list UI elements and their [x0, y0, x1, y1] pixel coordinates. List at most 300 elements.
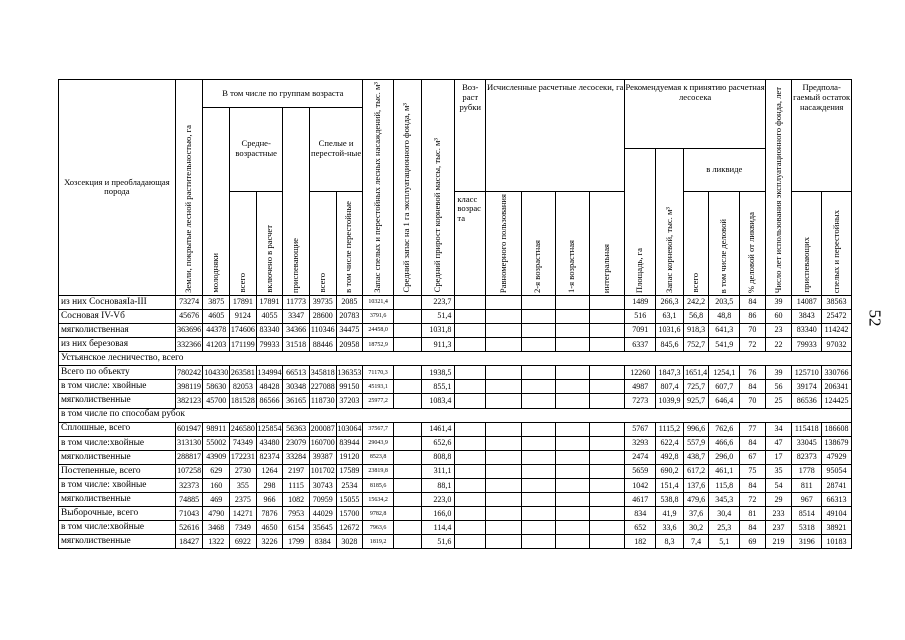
table-cell	[455, 493, 486, 507]
table-row	[59, 394, 852, 408]
table-cell: 780242	[175, 366, 203, 380]
header-young: молодняки	[203, 108, 230, 296]
table-cell: 38921	[822, 521, 852, 535]
table-cell	[393, 493, 421, 507]
table-cell: 492,8	[656, 450, 684, 464]
header-age-groups: В том числе по группам возраста	[203, 80, 363, 108]
table-cell	[555, 323, 589, 337]
table-cell: 3843	[792, 309, 822, 323]
table-cell: 242,2	[683, 295, 709, 309]
header-mature: Спелые и перестой-ные	[309, 108, 362, 192]
table-cell: 296,0	[709, 450, 740, 464]
table-row	[59, 507, 852, 521]
table-cell: 1938,5	[421, 366, 455, 380]
row-label: в том числе:хвойные	[59, 436, 176, 450]
table-cell: 38563	[822, 295, 852, 309]
table-cell: 115418	[792, 422, 822, 436]
table-cell	[589, 380, 625, 394]
table-cell: 66513	[283, 366, 310, 380]
table-cell: 88,1	[421, 478, 455, 492]
table-cell: 1778	[792, 464, 822, 478]
table-cell: 35	[765, 464, 792, 478]
table-cell	[486, 309, 522, 323]
table-cell: 7,4	[683, 535, 709, 549]
table-cell: 82374	[256, 450, 283, 464]
table-row	[59, 295, 852, 309]
table-cell: 51,4	[421, 309, 455, 323]
table-cell: 834	[625, 507, 656, 521]
table-cell: 30,4	[709, 507, 740, 521]
table-cell: 74349	[230, 436, 257, 450]
table-cell: 99150	[336, 380, 363, 394]
table-cell: 83944	[336, 436, 363, 450]
table-cell: 330766	[822, 366, 852, 380]
header-second-age: 2-я возрастная	[521, 191, 555, 295]
table-cell: 8384	[309, 535, 336, 549]
table-cell: 479,6	[683, 493, 709, 507]
table-cell	[393, 478, 421, 492]
table-cell: 811	[792, 478, 822, 492]
table-cell: 925,7	[683, 394, 709, 408]
table-cell: 14271	[230, 507, 257, 521]
table-cell	[393, 323, 421, 337]
table-cell: 30348	[283, 380, 310, 394]
table-cell: 32373	[175, 478, 203, 492]
table-cell: 171199	[230, 338, 257, 352]
forest-table	[58, 79, 852, 549]
table-cell: 398119	[175, 380, 203, 394]
table-cell: 166,0	[421, 507, 455, 521]
table-cell: 7963,6	[363, 521, 394, 535]
table-cell: 807,4	[656, 380, 684, 394]
table-cell: 6922	[230, 535, 257, 549]
table-cell: 115,8	[709, 478, 740, 492]
table-cell: 74885	[175, 493, 203, 507]
table-cell: 23	[765, 323, 792, 337]
table-cell: 223,7	[421, 295, 455, 309]
table-cell	[589, 436, 625, 450]
header-area: Площадь, га	[625, 148, 656, 295]
table-cell: 79933	[256, 338, 283, 352]
table-cell	[555, 309, 589, 323]
table-cell	[521, 521, 555, 535]
row-label: Выборочные, всего	[59, 507, 176, 521]
table-cell	[486, 535, 522, 549]
table-cell	[555, 338, 589, 352]
table-cell: 18427	[175, 535, 203, 549]
table-cell	[555, 507, 589, 521]
table-cell: 39	[765, 366, 792, 380]
table-cell: 15634,2	[363, 493, 394, 507]
table-cell: 45676	[175, 309, 203, 323]
table-cell: 34475	[336, 323, 363, 337]
table-cell: 311,1	[421, 464, 455, 478]
table-cell: 124425	[822, 394, 852, 408]
table-cell: 1083,4	[421, 394, 455, 408]
table-cell: 2375	[230, 493, 257, 507]
table-cell: 181528	[230, 394, 257, 408]
table-cell: 182	[625, 535, 656, 549]
table-cell: 97032	[822, 338, 852, 352]
table-cell	[521, 323, 555, 337]
table-row	[59, 521, 852, 535]
table-cell: 19120	[336, 450, 363, 464]
table-cell: 8,3	[656, 535, 684, 549]
table-cell: 762,6	[709, 422, 740, 436]
row-label: из них СосноваяIa-III	[59, 295, 176, 309]
table-cell	[555, 521, 589, 535]
table-cell: 4605	[203, 309, 230, 323]
table-cell: 70	[740, 394, 766, 408]
table-cell	[521, 394, 555, 408]
table-cell	[589, 422, 625, 436]
table-cell: 4055	[256, 309, 283, 323]
table-cell	[486, 464, 522, 478]
table-cell: 30743	[309, 478, 336, 492]
table-cell	[486, 478, 522, 492]
table-cell: 73274	[175, 295, 203, 309]
table-cell: 223,0	[421, 493, 455, 507]
table-cell: 37567,7	[363, 422, 394, 436]
table-cell: 246580	[230, 422, 257, 436]
table-cell: 47	[765, 436, 792, 450]
table-cell: 33284	[283, 450, 310, 464]
table-cell	[521, 493, 555, 507]
table-cell: 3468	[203, 521, 230, 535]
table-cell: 227088	[309, 380, 336, 394]
table-cell: 629	[203, 464, 230, 478]
table-cell	[521, 380, 555, 394]
table-cell: 56,8	[683, 309, 709, 323]
table-cell: 48428	[256, 380, 283, 394]
table-cell	[455, 295, 486, 309]
table-cell	[589, 450, 625, 464]
table-cell: 84	[740, 295, 766, 309]
table-cell: 29	[765, 493, 792, 507]
table-cell: 298	[256, 478, 283, 492]
table-cell: 186608	[822, 422, 852, 436]
table-cell	[486, 338, 522, 352]
table-cell: 1082	[283, 493, 310, 507]
table-cell: 855,1	[421, 380, 455, 394]
table-cell: 5767	[625, 422, 656, 436]
table-cell: 9782,8	[363, 507, 394, 521]
table-cell: 56	[765, 380, 792, 394]
table-cell	[393, 366, 421, 380]
row-label: Сосновая IV-Vб	[59, 309, 176, 323]
table-cell: 690,2	[656, 464, 684, 478]
table-cell	[455, 380, 486, 394]
table-cell: 2534	[336, 478, 363, 492]
table-cell: 3293	[625, 436, 656, 450]
table-cell	[486, 436, 522, 450]
table-cell	[455, 366, 486, 380]
table-cell: 266,3	[656, 295, 684, 309]
table-cell: 2085	[336, 295, 363, 309]
table-cell: 98911	[203, 422, 230, 436]
table-cell: 33045	[792, 436, 822, 450]
header-included-calc: включено в расчет	[256, 191, 283, 295]
table-cell: 125854	[256, 422, 283, 436]
table-cell	[555, 422, 589, 436]
table-cell: 41,9	[656, 507, 684, 521]
header-rem-maturing: приспевающих	[792, 191, 822, 295]
table-cell: 37203	[336, 394, 363, 408]
table-cell: 313130	[175, 436, 203, 450]
table-cell: 2730	[230, 464, 257, 478]
table-cell	[555, 380, 589, 394]
table-cell: 1847,3	[656, 366, 684, 380]
header-land-area: Земли, покрытые лесной растительностью, га	[175, 80, 203, 296]
table-cell	[393, 295, 421, 309]
table-cell: 134994	[256, 366, 283, 380]
table-cell: 7273	[625, 394, 656, 408]
table-cell	[486, 394, 522, 408]
table-cell	[555, 535, 589, 549]
table-cell: 601947	[175, 422, 203, 436]
header-root-stock: Запас корневой, тыс. м³	[656, 148, 684, 295]
header-section: Хозсекция и преобладающая порода	[59, 80, 176, 296]
table-row	[59, 422, 852, 436]
table-cell: 34	[765, 422, 792, 436]
table-row	[59, 478, 852, 492]
table-cell: 39174	[792, 380, 822, 394]
table-cell: 43909	[203, 450, 230, 464]
table-cell: 1039,9	[656, 394, 684, 408]
row-label: из них березовая	[59, 338, 176, 352]
table-cell: 1264	[256, 464, 283, 478]
table-cell: 69	[740, 535, 766, 549]
table-cell: 1031,8	[421, 323, 455, 337]
table-cell: 81	[740, 507, 766, 521]
table-cell: 52616	[175, 521, 203, 535]
table-cell	[521, 309, 555, 323]
table-cell	[521, 366, 555, 380]
table-cell: 67	[740, 450, 766, 464]
header-age-class: класс возрас та	[455, 191, 486, 295]
table-cell: 107258	[175, 464, 203, 478]
table-cell	[455, 338, 486, 352]
table-cell: 37,6	[683, 507, 709, 521]
table-cell	[589, 478, 625, 492]
table-cell: 104330	[203, 366, 230, 380]
table-cell: 5,1	[709, 535, 740, 549]
table-cell	[521, 535, 555, 549]
table-cell: 114242	[822, 323, 852, 337]
table-cell: 110346	[309, 323, 336, 337]
table-cell: 469	[203, 493, 230, 507]
header-incl-business: в том числе деловой	[709, 191, 740, 295]
table-cell	[393, 338, 421, 352]
table-cell: 1819,2	[363, 535, 394, 549]
table-cell: 652	[625, 521, 656, 535]
table-cell: 125710	[792, 366, 822, 380]
table-cell: 7953	[283, 507, 310, 521]
row-label: мягколиственная	[59, 323, 176, 337]
table-cell	[555, 493, 589, 507]
table-cell	[455, 478, 486, 492]
table-cell: 4650	[256, 521, 283, 535]
table-cell: 83340	[256, 323, 283, 337]
table-cell	[486, 521, 522, 535]
table-cell: 35645	[309, 521, 336, 535]
header-calc-cut-areas: Исчисленные расчетные лесосеки, га	[486, 80, 625, 192]
table-cell: 22	[765, 338, 792, 352]
header-middle-total: всего	[230, 191, 257, 295]
table-cell: 24458,0	[363, 323, 394, 337]
table-cell: 84	[740, 521, 766, 535]
table-cell	[555, 295, 589, 309]
table-cell	[455, 422, 486, 436]
table-cell: 1115	[283, 478, 310, 492]
table-cell: 30,2	[683, 521, 709, 535]
table-cell: 345818	[309, 366, 336, 380]
table-cell: 203,5	[709, 295, 740, 309]
table-cell: 18752,9	[363, 338, 394, 352]
table-cell: 646,4	[709, 394, 740, 408]
table-cell: 219	[765, 535, 792, 549]
table-cell	[393, 422, 421, 436]
table-cell: 1799	[283, 535, 310, 549]
table-cell: 56363	[283, 422, 310, 436]
table-cell	[589, 366, 625, 380]
table-cell: 11773	[283, 295, 310, 309]
header-years-use: Число лет использования эксплуатационного фонда, лет	[765, 80, 792, 296]
table-cell: 71043	[175, 507, 203, 521]
table-body	[59, 295, 852, 549]
header-integral: интегральная	[589, 191, 625, 295]
table-cell: 31518	[283, 338, 310, 352]
section-row	[59, 408, 852, 422]
table-cell: 160	[203, 478, 230, 492]
table-cell: 151,4	[656, 478, 684, 492]
table-cell	[393, 464, 421, 478]
table-cell	[455, 521, 486, 535]
table-cell: 7349	[230, 521, 257, 535]
table-cell: 174606	[230, 323, 257, 337]
page-number: 52	[865, 309, 885, 327]
header-avg-stock: Средний запас на 1 га эксплуатационного фонда, м³	[393, 80, 421, 296]
table-cell: 17589	[336, 464, 363, 478]
table-row	[59, 450, 852, 464]
table-cell: 25977,2	[363, 394, 394, 408]
table-cell: 617,2	[683, 464, 709, 478]
table-cell: 332366	[175, 338, 203, 352]
row-label: мягколиственные	[59, 394, 176, 408]
table-cell: 136353	[336, 366, 363, 380]
table-cell: 438,7	[683, 450, 709, 464]
table-row	[59, 309, 852, 323]
table-cell	[393, 380, 421, 394]
row-label: в том числе: хвойные	[59, 478, 176, 492]
table-cell: 76	[740, 366, 766, 380]
table-cell	[589, 309, 625, 323]
table-cell: 3028	[336, 535, 363, 549]
table-cell: 541,9	[709, 338, 740, 352]
row-label: мягколиственные	[59, 535, 176, 549]
table-cell: 7876	[256, 507, 283, 521]
table-cell: 25472	[822, 309, 852, 323]
table-cell	[589, 507, 625, 521]
row-label: в том числе:хвойные	[59, 521, 176, 535]
table-cell: 51,6	[421, 535, 455, 549]
table-cell: 95054	[822, 464, 852, 478]
table-cell: 82373	[792, 450, 822, 464]
table-cell: 3347	[283, 309, 310, 323]
row-label: мягколиственные	[59, 450, 176, 464]
table-cell	[393, 521, 421, 535]
table-cell: 1115,2	[656, 422, 684, 436]
table-cell: 20783	[336, 309, 363, 323]
table-cell	[589, 493, 625, 507]
table-cell	[486, 380, 522, 394]
table-cell: 7091	[625, 323, 656, 337]
table-cell	[486, 507, 522, 521]
table-cell: 516	[625, 309, 656, 323]
table-cell: 3196	[792, 535, 822, 549]
table-cell	[521, 478, 555, 492]
header-avg-growth: Средний прирост корневой массы, тыс. м³	[421, 80, 455, 296]
table-cell: 60	[765, 309, 792, 323]
table-cell: 20958	[336, 338, 363, 352]
table-cell: 967	[792, 493, 822, 507]
header-maturing: приспевающие	[283, 108, 310, 296]
table-cell: 8514	[792, 507, 822, 521]
table-cell: 43480	[256, 436, 283, 450]
table-row	[59, 493, 852, 507]
table-cell: 114,4	[421, 521, 455, 535]
table-cell: 2474	[625, 450, 656, 464]
table-cell	[589, 394, 625, 408]
table-cell: 84	[740, 436, 766, 450]
header-first-age: 1-я возрастная	[555, 191, 589, 295]
table-cell: 28600	[309, 309, 336, 323]
header-cut-age: Воз-раст рубки	[455, 80, 486, 192]
table-header	[59, 80, 852, 296]
table-cell: 45700	[203, 394, 230, 408]
table-cell: 3226	[256, 535, 283, 549]
table-cell	[521, 450, 555, 464]
header-uniform-use: Равномерного пользования	[486, 191, 522, 295]
table-cell: 918,3	[683, 323, 709, 337]
header-in-liquid: в ликвиде	[683, 148, 765, 191]
table-cell: 1461,4	[421, 422, 455, 436]
table-cell: 84	[740, 478, 766, 492]
table-cell	[521, 422, 555, 436]
table-cell: 39735	[309, 295, 336, 309]
table-cell: 138679	[822, 436, 852, 450]
table-cell: 1651,4	[683, 366, 709, 380]
table-cell: 41203	[203, 338, 230, 352]
table-cell: 77	[740, 422, 766, 436]
table-cell: 47929	[822, 450, 852, 464]
header-mature-total: всего	[309, 191, 336, 295]
table-cell: 86	[740, 309, 766, 323]
table-cell	[455, 535, 486, 549]
table-row	[59, 338, 852, 352]
table-cell: 363696	[175, 323, 203, 337]
table-cell: 23079	[283, 436, 310, 450]
table-cell: 1042	[625, 478, 656, 492]
table-cell: 17	[765, 450, 792, 464]
table-cell: 557,9	[683, 436, 709, 450]
table-cell	[555, 436, 589, 450]
table-cell: 17891	[256, 295, 283, 309]
table-cell: 466,6	[709, 436, 740, 450]
table-cell: 641,3	[709, 323, 740, 337]
table-cell	[555, 450, 589, 464]
table-cell: 66313	[822, 493, 852, 507]
